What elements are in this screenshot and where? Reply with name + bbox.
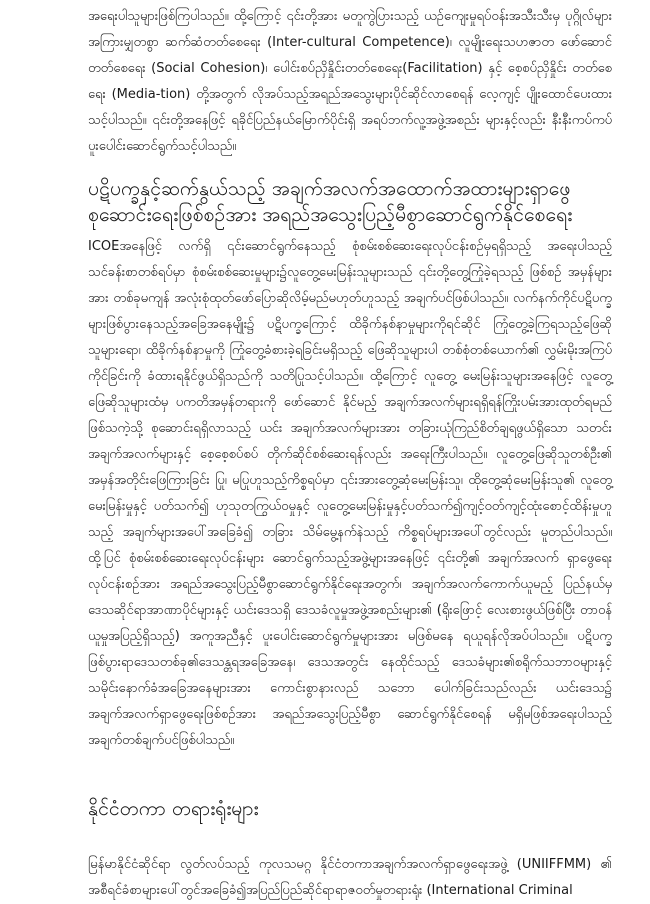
section-heading-fact-finding: ပဋိပက္ခနှင့်ဆက်နွယ်သည့် အချက်အလက်အထောက်အထားများရှာဖွေစုဆောင်းရေးဖြစ်စဉ်အား အရည်အသွေးပြည့်မီစွာဆောင်ရွက်နိုင်စေရေး: [88, 177, 573, 226]
paragraph-intro: အရေးပါသူများဖြစ်ကြပါသည်။ ထို့ကြောင့် ၎င်းတို့အား မတူကွဲပြားသည့် ယဉ်ကျေးမှုရပ်ဝန်းအသီးသီးမှ ပုဂ္ဂိုလ်များအကြားမျှတစွာ ဆက်ဆံတတ်စေရေး (Inter-cultural Competence)၊ လူမျိုးရေးသဟဇာတ ဖော်ဆောင်တတ်စေရေး (Social Cohesion)၊ ပေါင်းစပ်ညှိနှိုင်းတတ်စေရေး(Facilitation) နှင့် စေ့စပ်ညှိနှိုင်း တတ်စေရေး (Media-tion) တို့အတွက် လိုအပ်သည့်အရည်အသွေးများပိုင်ဆိုင်လာစေရန် လေ့ကျင့် ပျိုးထောင်ပေးထားသင့်ပါသည်။ ၎င်းတို့အနေဖြင့် ရခိုင်ပြည်နယ်မြောက်ပိုင်းရှိ အရပ်ဘက်လူ့အဖွဲ့အစည်း များနှင့်လည်း နီးနီးကပ်ကပ် ပူးပေါင်းဆောင်ရွက်သင့်ပါသည်။: [88, 9, 612, 154]
paragraph-icoe-lessons: ICOEအနေဖြင့် လက်ရှိ ၎င်းဆောင်ရွက်နေသည့် စုံစမ်းစစ်ဆေးရေးလုပ်ငန်းစဉ်မှရရှိသည့် အရေးပါသည့် သင်ခန်းစာတစ်ရပ်မှာ စုံစမ်းစစ်ဆေးမှုများ၌လူတွေ့မေးမြန်းသူများသည် ၎င်းတို့တွေ့ကြုံခဲ့ရသည့် ဖြစ်စဉ် အမှန်များအား တစ်ခုမကျန် အလုံးစုံထုတ်ဖော်ပြောဆိုလိမ့်မည်မဟုတ်ဟူသည့် အချက်ပင်ဖြစ်ပါသည်။ လက်နက်ကိုင်ပဋိပက္ခများဖြစ်ပွားနေသည့်အခြေအနေမျိုး၌ ပဋိပက္ခကြောင့် ထိခိုက်နစ်နာမှုများကိုရင်ဆိုင် ကြုံတွေ့ခဲ့ကြရသည့်ဖြေဆိုသူများရော၊ ထိခိုက်နစ်နာမှုကို ကြုံတွေ့ခံစားခဲ့ရခြင်းမရှိသည့် ဖြေဆိုသူများပါ တစ်စုံတစ်ယောက်၏ လွှမ်းမိုးအကြပ်ကိုင်ခြင်းကို ခံထားရနိုင်ဖွယ်ရှိသည်ကို သတိပြုသင့်ပါသည်။ ထို့ကြောင့် လူတွေ့ မေးမြန်းသူများအနေဖြင့် လူတွေ့ဖြေဆိုသူများထံမှ ပကတိအမှန်တရားကို ဖော်ဆောင် နိုင်မည့် အချက်အလက်များရရှိရန်ကြိုးပမ်းအားထုတ်ရမည်ဖြစ်သကဲ့သို့ စုဆောင်းရရှိလာသည့် ယင်း အချက်အလက်များအား တခြားယုံကြည်စိတ်ချရဖွယ်ရှိသော သတင်းအချက်အလက်များနှင့် စေ့စေ့စပ်စပ် တိုက်ဆိုင်စစ်ဆေးရန်လည်း အရေးကြီးပါသည်။ လူတွေ့ဖြေဆိုသူတစ်ဦး၏ အမှန်အတိုင်းဖြေကြားခြင်း ပြု၊ မပြုဟူသည့်ကိစ္စရပ်မှာ ၎င်းအားတွေ့ဆုံမေးမြန်းသူ၊ ထိုတွေ့ဆုံမေးမြန်းသူ၏ လူတွေ့ မေးမြန်းမှုနှင့် ပတ်သက်၍ ဟုသုတကြွယ်ဝမှုနှင့် လူတွေ့မေးမြန်းမှုနှင့်ပတ်သက်၍ကျင့်ဝတ်ကျင့်ထုံးစောင့်ထိန်းမှုဟူသည့် အချက်များအပေါ်အခြေခံ၍ တခြား သိမ်မွေ့နက်နဲသည့် ကိစ္စရပ်များအပေါ်တွင်လည်း မူတည်ပါသည်။ ထို့ပြင် စုံစမ်းစစ်ဆေးရေးလုပ်ငန်းများ ဆောင်ရွက်သည့်အဖွဲ့များအနေဖြင့် ၎င်းတို့၏ အချက်အလက် ရှာဖွေရေး လုပ်ငန်းစဉ်အား အရည်အသွေးပြည့်မီစွာဆောင်ရွက်နိုင်ရေးအတွက်၊ အချက်အလက်ကောက်ယူမည့် ပြည်နယ်မှ ဒေသဆိုင်ရာအာဏာပိုင်များနှင့် ယင်းဒေသရှိ ဒေသခံလူမှုအဖွဲ့အစည်းများ၏ (ရိုးဖြောင့် လေးစားဖွယ်ဖြစ်ပြီး တာဝန်ယူမှုအပြည့်ရှိသည့်) အကူအညီနှင့် ပူးပေါင်းဆောင်ရွက်မှုများအား မဖြစ်မနေ ရယူရန်လိုအပ်ပါသည်။ ပဋိပက္ခဖြစ်ပွားရာဒေသတစ်ခု၏ဒေသန္တရအခြေအနေ၊ ဒေသအတွင်း နေထိုင်သည့် ဒေသခံများ၏စရိုက်သဘာဝများနှင့် သမိုင်းနောက်ခံအခြေအနေများအား ကောင်းစွာနားလည် သဘော ပေါက်ခြင်းသည်လည်း ယင်းဒေသ၌ အချက်အလက်ရှာဖွေရေးဖြစ်စဉ်အား အရည်အသွေးပြည့်မီစွာ ဆောင်ရွက်နိုင်စေရန် မရှိမဖြစ်အရေးပါသည့် အချက်တစ်ချက်ပင်ဖြစ်ပါသည်။: [88, 239, 612, 748]
section-heading-international-courts: နိုင်ငံတကာ တရားရုံးများ: [88, 797, 259, 820]
paragraph-uniiffmm: မြန်မာနိုင်ငံဆိုင်ရာ လွတ်လပ်သည့် ကုလသမဂ္ဂ နိုင်ငံတကာအချက်အလက်ရှာဖွေရေးအဖွဲ့ (UNIIFFMM) ၏ အစီရင်ခံစာများပေါ်တွင်အခြေခံ၍အပြည်ပြည်ဆိုင်ရာရာဇဝတ်မှုတရားရုံး (International Criminal: [88, 857, 612, 898]
